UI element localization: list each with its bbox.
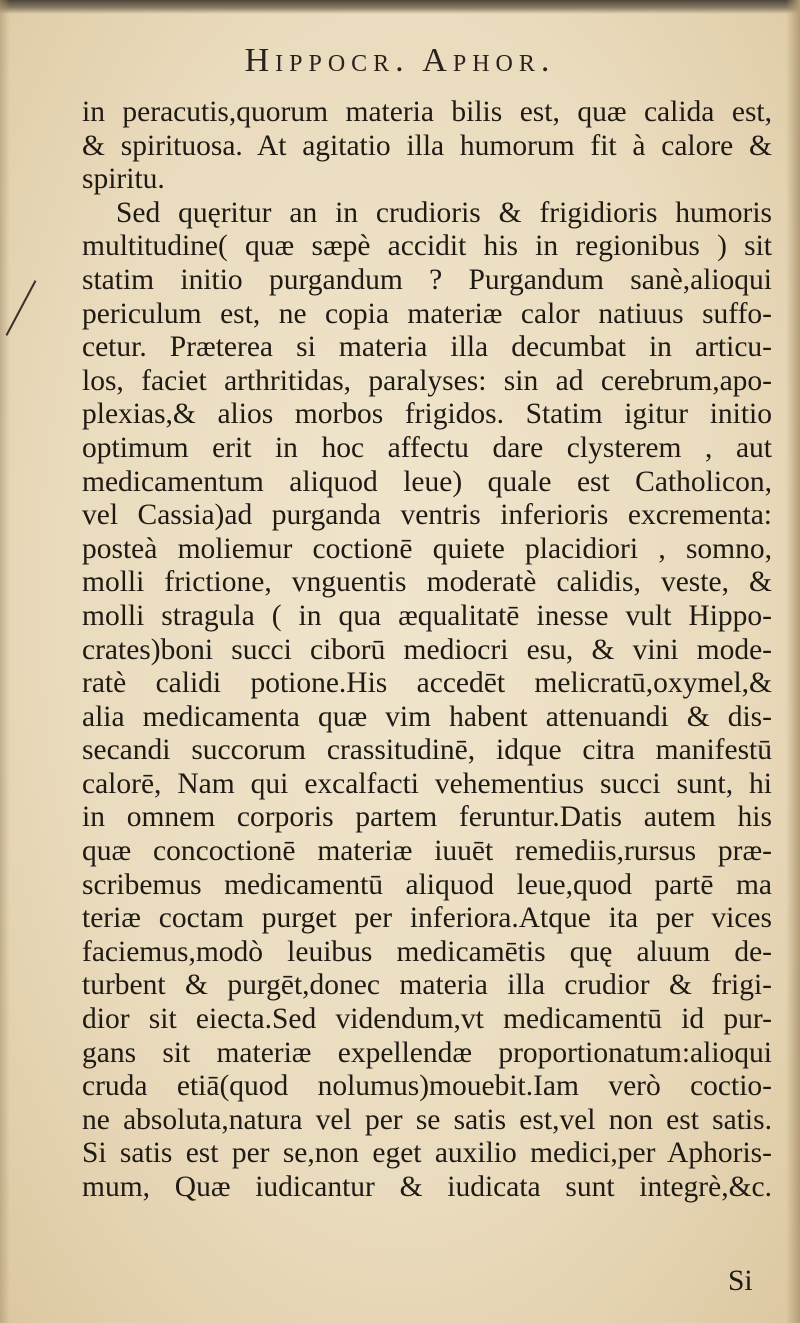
catchword: Si [728, 1265, 753, 1297]
text-line: medicamentum aliquod leue) quale est Catholicon, [82, 465, 772, 498]
text-line: multitudine( quæ sæpè accidit his in regionibus ) sit [82, 230, 772, 263]
text-line: in peracutis,quorum materia bilis est, quæ calida est, [82, 96, 772, 128]
text-line: gans sit materiæ expellendæ proportionatum:alioqui [82, 1036, 772, 1069]
page-left-edge [0, 0, 10, 1323]
text-line: vel Cassia)ad purganda ventris inferioris excrementa: [82, 499, 772, 532]
text-line: & spirituosa. At agitatio illa humorum fit à calore & [82, 129, 772, 162]
text-line: spiritu. [82, 163, 165, 196]
running-title: Hippocr. Aphor. [244, 42, 556, 79]
text-line: in omnem corporis partem feruntur.Datis autem his [82, 801, 772, 834]
text-line: scribemus medicamentū aliquod leue,quod partē ma [82, 868, 772, 901]
text-line: Si satis est per se,non eget auxilio medici,per Aphoris- [82, 1137, 772, 1170]
text-line: turbent & purgēt,donec materia illa crudior & frigi- [82, 969, 772, 1002]
text-line: ne absoluta,natura vel per se satis est,vel non est satis. [82, 1103, 772, 1136]
text-line: statim initio purgandum ? Purgandum sanè,alioqui [82, 263, 772, 296]
text-line: periculum est, ne copia materiæ calor natiuus suffo- [82, 297, 772, 330]
margin-mark [6, 280, 37, 336]
text-line: cruda etiā(quod nolumus)mouebit.Iam verò coctio- [82, 1070, 772, 1103]
text-line: molli stragula ( in qua æqualitatē inesse vult Hippo- [82, 599, 772, 632]
text-line: alia medicamenta quæ vim habent attenuandi & dis- [82, 700, 772, 733]
text-line: calorē, Nam qui excalfacti vehementius succi sunt, hi [82, 767, 772, 800]
text-line: molli frictione, vnguentis moderatè calidis, veste, & [82, 566, 772, 599]
text-line: ratè calidi potione.His accedēt melicratū,oxymel,& [82, 667, 772, 700]
text-line: cetur. Præterea si materia illa decumbat in articu- [82, 331, 772, 364]
text-line: dior sit eiecta.Sed videndum,vt medicamentū id pur- [82, 1003, 772, 1036]
page-right-edge [786, 0, 800, 1323]
page-top-edge [0, 0, 800, 14]
text-line: mum, Quæ iudicantur & iudicata sunt integrè,&c. [82, 1171, 772, 1203]
text-line: los, faciet arthritidas, paralyses: sin ad cerebrum,apo- [82, 364, 772, 397]
text-line: faciemus,modò leuibus medicamētis quę aluum de- [82, 935, 772, 968]
text-line: posteà moliemur coctionē quiete placidiori , somno, [82, 532, 772, 565]
text-line: optimum erit in hoc affectu dare clysterem , aut [82, 431, 772, 464]
text-line: Sed quęritur an in crudioris & frigidioris humoris [116, 196, 772, 229]
text-line: plexias,& alios morbos frigidos. Statim igitur initio [82, 398, 772, 431]
text-line: teriæ coctam purget per inferiora.Atque ita per vices [82, 902, 772, 935]
body-text [82, 96, 772, 1205]
text-line: quæ concoctionē materiæ iuuēt remediis,rursus præ- [82, 835, 772, 868]
text-line: secandi succorum crassitudinē, idque citra manifestū [82, 734, 772, 767]
text-line: crates)boni succi ciborū mediocri esu, & vini mode- [82, 633, 772, 666]
